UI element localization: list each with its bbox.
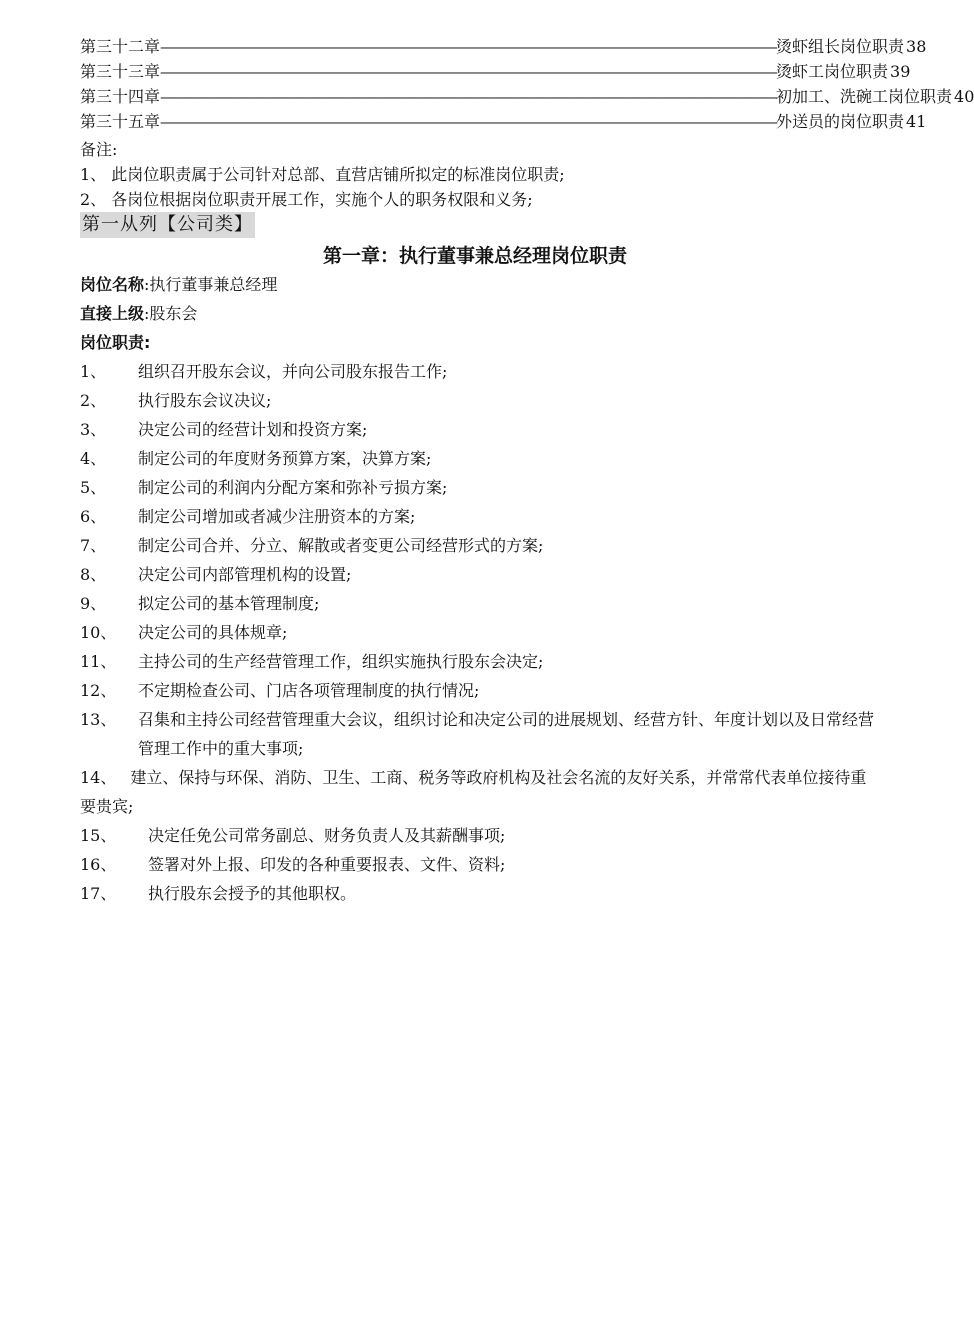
- series-label: 第一从列【公司类】: [80, 212, 255, 238]
- duty-number: 3、: [80, 420, 107, 439]
- notes-heading: 备注:: [80, 140, 118, 159]
- duty-text: 召集和主持公司经营管理重大会议，组织讨论和决定公司的进展规划、经营方针、年度计划以及日常经营管理工作中的重大事项;: [138, 710, 875, 758]
- toc-leader: ————————————————————————————————————————————: [160, 37, 777, 56]
- duty-text: 组织召开股东会议，并向公司股东报告工作;: [138, 362, 448, 381]
- direct-superior-row: [80, 299, 900, 328]
- duties-heading-row: [80, 328, 900, 357]
- duties-list: [80, 357, 880, 908]
- duty-text: 拟定公司的基本管理制度;: [138, 594, 320, 613]
- duty-text: 不定期检查公司、门店各项管理制度的执行情况;: [138, 681, 480, 700]
- toc-line: [80, 34, 927, 59]
- duty-number: 6、: [80, 507, 107, 526]
- duty-item: [80, 850, 880, 879]
- duty-item: [80, 647, 880, 676]
- duty-number: 17、: [80, 884, 117, 903]
- duty-text: 制定公司合并、分立、解散或者变更公司经营形式的方案;: [138, 536, 544, 555]
- toc-title: 外送员的岗位职责: [776, 112, 905, 131]
- duty-number: 15、: [80, 826, 117, 845]
- notes-section: [80, 137, 900, 212]
- duty-item: [80, 676, 880, 705]
- toc-chapter: 第三十三章: [80, 62, 161, 81]
- toc-title: 初加工、洗碗工岗位职责: [776, 87, 953, 106]
- duty-number: 14、: [80, 768, 117, 787]
- toc-leader: ————————————————————————————————————————————: [160, 112, 777, 131]
- duty-item: [80, 502, 880, 531]
- toc-leader: ————————————————————————————————————————————: [160, 62, 777, 81]
- duty-item: [80, 618, 880, 647]
- duty-text: 执行股东会议决议;: [138, 391, 272, 410]
- toc-leader: ————————————————————————————————————————————: [160, 87, 777, 106]
- duty-item: [80, 763, 880, 821]
- duty-item: [80, 531, 880, 560]
- position-name-row: [80, 270, 900, 299]
- table-of-contents: [80, 34, 974, 134]
- duty-number: 12、: [80, 681, 117, 700]
- duty-number: 1、: [80, 362, 107, 381]
- toc-title: 烫虾工岗位职责: [776, 62, 889, 81]
- toc-line: [80, 109, 927, 134]
- duty-item: [80, 357, 880, 386]
- position-name-value: 执行董事兼总经理: [149, 275, 278, 294]
- duty-text: 签署对外上报、印发的各种重要报表、文件、资料;: [148, 855, 506, 874]
- duty-text: 决定公司的经营计划和投资方案;: [138, 420, 368, 439]
- duties-heading: 岗位职责:: [80, 333, 151, 352]
- duty-item: [80, 444, 880, 473]
- chapter-title: 第一章：执行董事兼总经理岗位职责: [322, 245, 627, 267]
- direct-superior-value: 股东会: [149, 304, 198, 323]
- position-name-label: 岗位名称: [80, 275, 145, 294]
- duty-item: [80, 560, 880, 589]
- duty-number: 7、: [80, 536, 107, 555]
- duty-text: 制定公司的利润内分配方案和弥补亏损方案;: [138, 478, 448, 497]
- duty-text: 决定公司内部管理机构的设置;: [138, 565, 352, 584]
- duty-item: [80, 386, 880, 415]
- duty-text: 执行股东会授予的其他职权。: [148, 884, 357, 903]
- duty-number: 8、: [80, 565, 107, 584]
- toc-title: 烫虾组长岗位职责: [776, 37, 905, 56]
- duty-number: 10、: [80, 623, 117, 642]
- direct-superior-label: 直接上级: [80, 304, 145, 323]
- duty-item: [80, 589, 880, 618]
- duty-number: 13、: [80, 710, 117, 729]
- duty-number: 4、: [80, 449, 107, 468]
- duty-item: [80, 705, 880, 763]
- toc-chapter: 第三十五章: [80, 112, 161, 131]
- duty-text: 建立、保持与环保、消防、卫生、工商、税务等政府机构及社会名流的友好关系，并常常代表单位接待重要贵宾;: [80, 768, 867, 816]
- toc-page-number: 38: [906, 37, 927, 56]
- field-colon: :: [144, 275, 150, 294]
- toc-line: [80, 59, 911, 84]
- duty-text: 主持公司的生产经营管理工作，组织实施执行股东会决定;: [138, 652, 544, 671]
- toc-page-number: 39: [890, 62, 911, 81]
- position-info: [80, 270, 900, 357]
- duty-number: 2、: [80, 391, 107, 410]
- note-item: 2、 各岗位根据岗位职责开展工作，实施个人的职务权限和义务;: [80, 190, 533, 209]
- toc-page-number: 41: [906, 112, 927, 131]
- duty-item: [80, 879, 880, 908]
- duty-text: 制定公司增加或者减少注册资本的方案;: [138, 507, 416, 526]
- duty-number: 9、: [80, 594, 107, 613]
- duty-text: 制定公司的年度财务预算方案，决算方案;: [138, 449, 432, 468]
- note-item: 1、 此岗位职责属于公司针对总部、直营店铺所拟定的标准岗位职责;: [80, 165, 565, 184]
- duty-item: [80, 821, 880, 850]
- duty-number: 5、: [80, 478, 107, 497]
- toc-chapter: 第三十二章: [80, 37, 161, 56]
- duty-number: 16、: [80, 855, 117, 874]
- toc-chapter: 第三十四章: [80, 87, 161, 106]
- duty-number: 11、: [80, 652, 117, 671]
- toc-line: [80, 84, 974, 109]
- field-colon: :: [144, 304, 150, 323]
- duty-text: 决定公司的具体规章;: [138, 623, 288, 642]
- duty-item: [80, 415, 880, 444]
- duty-item: [80, 473, 880, 502]
- duty-text: 决定任免公司常务副总、财务负责人及其薪酬事项;: [148, 826, 506, 845]
- toc-page-number: 40: [954, 87, 974, 106]
